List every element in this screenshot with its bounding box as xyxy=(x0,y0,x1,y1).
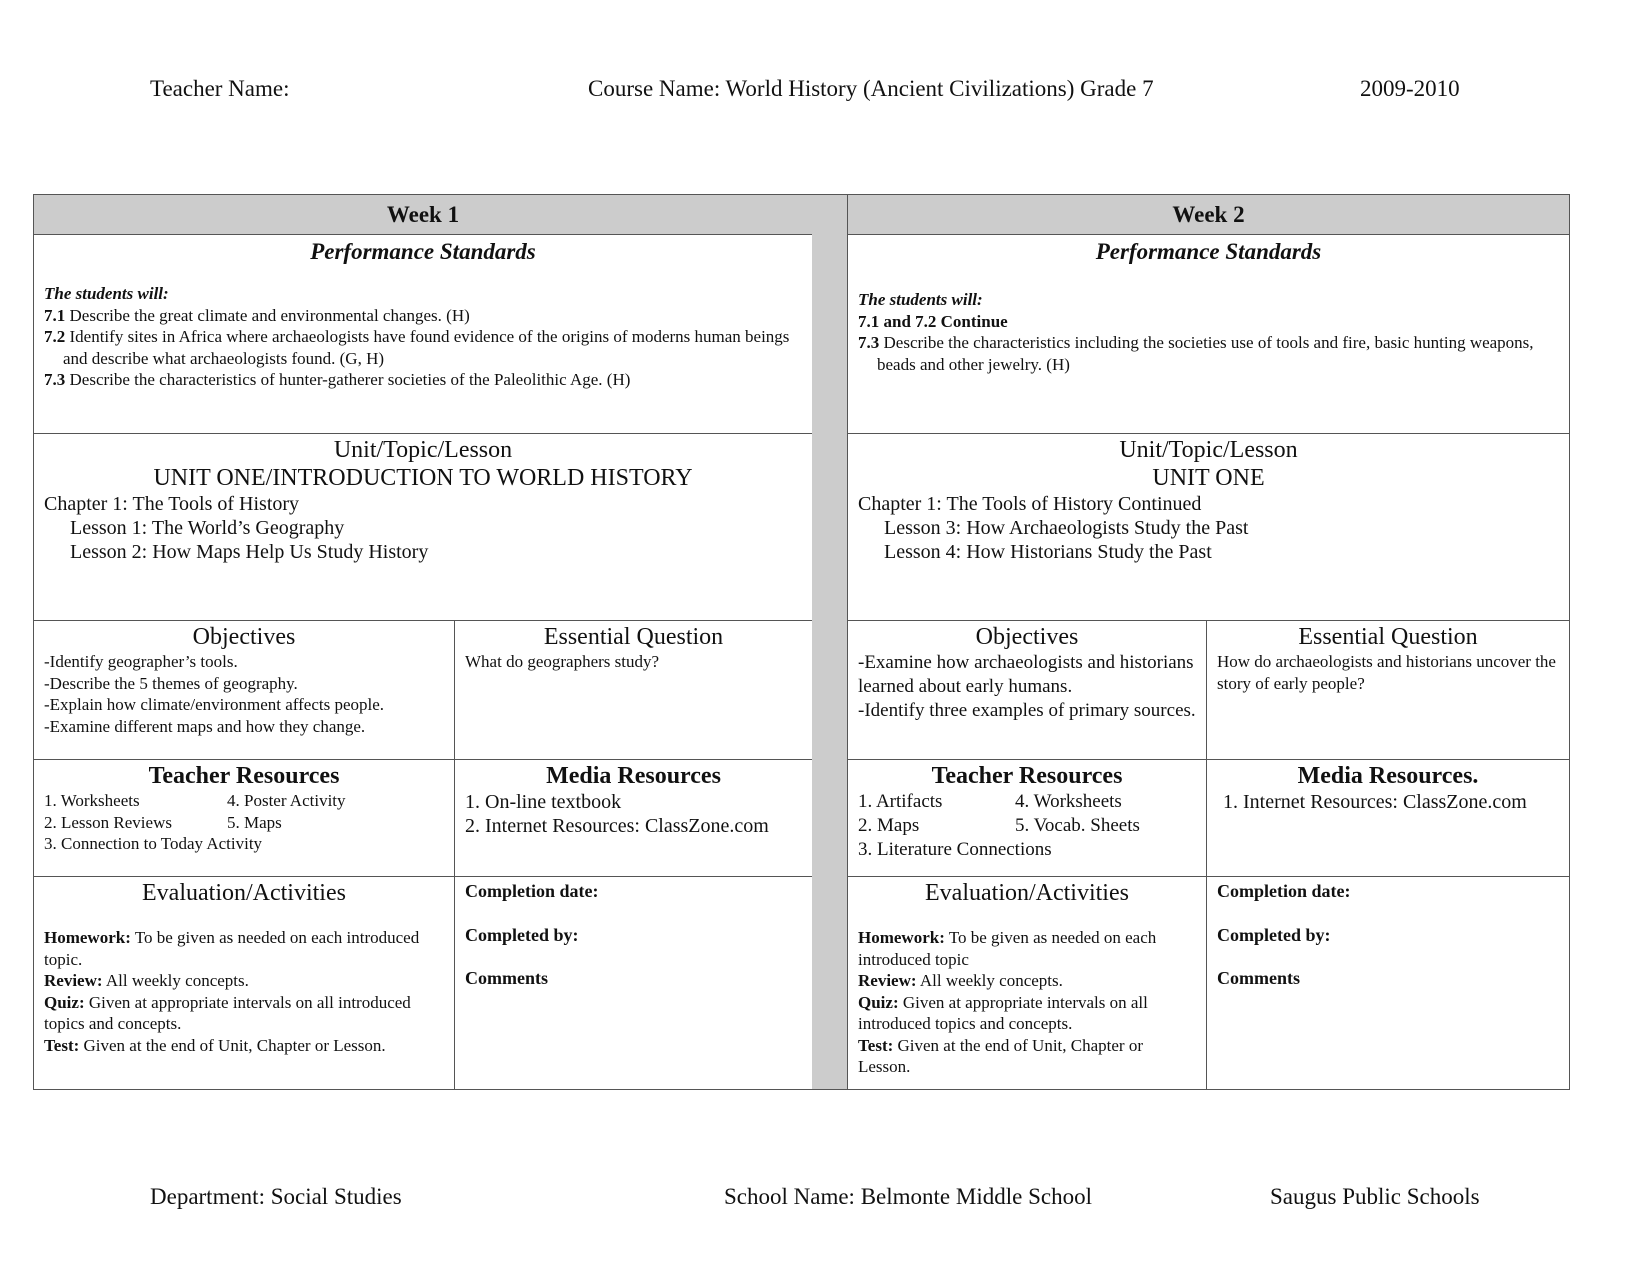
completed-by-label: Completed by: xyxy=(1217,924,1331,945)
week1-essential-cell xyxy=(454,620,812,759)
quiz-line: Quiz: Given at appropriate intervals on all introduced topics and concepts. xyxy=(44,992,411,1033)
media-resources-title: Media Resources xyxy=(546,763,721,789)
unit-name: UNIT ONE xyxy=(1152,465,1265,491)
week1-objectives-cell xyxy=(34,620,454,759)
test-line: Test: Given at the end of Unit, Chapter or Lesson. xyxy=(858,1035,1144,1076)
test-line: Test: Given at the end of Unit, Chapter or Lesson. xyxy=(44,1035,386,1055)
chapter-line: Chapter 1: The Tools of History xyxy=(44,493,300,515)
evaluation-title: Evaluation/Activities xyxy=(142,880,346,906)
week2-evaluation-cell xyxy=(848,876,1206,1089)
week1-title: Week 1 xyxy=(34,195,812,235)
standard-item: 7.3 Describe the characteristics of hunter-gatherer societies of the Paleolithic Age. (H) xyxy=(44,370,631,389)
department: Department: Social Studies xyxy=(150,1184,402,1209)
objectives-title: Objectives xyxy=(975,624,1079,650)
performance-standards-title: Performance Standards xyxy=(310,239,536,264)
media-resources-title: Media Resources. xyxy=(1297,763,1479,789)
resource-row: 2. Lesson Reviews 5. Maps xyxy=(44,812,282,832)
school-year: 2009-2010 xyxy=(1360,76,1460,101)
week2-objectives-cell xyxy=(848,620,1206,759)
resource-row: 1. Artifacts 4. Worksheets xyxy=(858,791,1122,812)
chapter-line: Chapter 1: The Tools of History Continued xyxy=(858,493,1202,515)
standard-item: 7.3 Describe the characteristics including the societies use of tools and fire, basic hunting weapons, beads and other jewelry. (H) xyxy=(858,333,1534,374)
essential-question-title: Essential Question xyxy=(543,624,724,650)
lesson-line: Lesson 4: How Historians Study the Past xyxy=(884,541,1212,563)
teacher-name: Teacher Name: xyxy=(150,76,290,101)
lesson-line: Lesson 2: How Maps Help Us Study History xyxy=(70,541,429,563)
week2-essential-cell xyxy=(1206,620,1569,759)
lesson-line: Lesson 3: How Archaeologists Study the Past xyxy=(884,517,1249,539)
objective-item: -Examine different maps and how they change. xyxy=(44,716,366,736)
homework-line: Homework: To be given as needed on each introduced topic xyxy=(858,928,1157,969)
week2-title: Week 2 xyxy=(848,195,1569,235)
media-item: 1. On-line textbook xyxy=(465,791,622,813)
completed-by-label: Completed by: xyxy=(465,924,579,945)
unit-topic-title: Unit/Topic/Lesson xyxy=(333,437,513,463)
week1-completion-cell xyxy=(454,876,812,1089)
teacher-resources-title: Teacher Resources xyxy=(931,763,1123,789)
lesson-line: Lesson 1: The World’s Geography xyxy=(70,517,345,539)
week2-completion-cell xyxy=(1206,876,1569,1089)
homework-line: Homework: To be given as needed on each introduced topic. xyxy=(44,928,420,969)
week2-media-resources-cell xyxy=(1206,759,1569,876)
resource-row: 2. Maps 5. Vocab. Sheets xyxy=(858,815,1140,836)
resource-row: 1. Worksheets 4. Poster Activity xyxy=(44,791,346,810)
resource-row: 3. Literature Connections xyxy=(858,839,1052,860)
objective-item: -Identify geographer’s tools. xyxy=(44,652,238,671)
media-item: 1. Internet Resources: ClassZone.com xyxy=(1223,791,1527,813)
district-name: Saugus Public Schools xyxy=(1270,1184,1480,1209)
quiz-line: Quiz: Given at appropriate intervals on all introduced topics and concepts. xyxy=(858,992,1148,1033)
week1-evaluation-cell xyxy=(34,876,454,1089)
week1-performance-cell xyxy=(34,234,812,433)
comments-label: Comments xyxy=(1217,968,1300,988)
essential-question-title: Essential Question xyxy=(1298,624,1478,650)
standard-continue: 7.1 and 7.2 Continue xyxy=(858,311,1008,331)
performance-standards-title: Performance Standards xyxy=(1095,239,1322,264)
week1-teacher-resources-cell xyxy=(34,759,454,876)
standard-item: 7.1 Describe the great climate and environmental changes. (H) xyxy=(44,305,470,325)
essential-question-text: What do geographers study? xyxy=(465,652,660,671)
review-line: Review: All weekly concepts. xyxy=(858,971,1063,990)
review-line: Review: All weekly concepts. xyxy=(44,971,249,990)
students-will-label: The students will: xyxy=(858,290,983,309)
students-will-label: The students will: xyxy=(44,284,169,303)
comments-label: Comments xyxy=(465,968,548,988)
week2-performance-cell xyxy=(848,234,1569,433)
school-name: School Name: Belmonte Middle School xyxy=(724,1184,1092,1209)
objective-item: -Explain how climate/environment affects people. xyxy=(44,695,385,714)
teacher-resources-title: Teacher Resources xyxy=(148,763,340,789)
week2-table xyxy=(847,194,1570,1090)
standard-item: 7.2 Identify sites in Africa where archaeologists have found evidence of the origins of moderns human beings and describe what archaeologists found. (G, H) xyxy=(44,327,790,368)
essential-question-text: How do archaeologists and historians uncover the story of early people? xyxy=(1217,652,1556,693)
week-divider xyxy=(812,194,848,1090)
media-item: 2. Internet Resources: ClassZone.com xyxy=(465,815,769,837)
week1-media-resources-cell xyxy=(454,759,812,876)
objective-item: -Identify three examples of primary sources. xyxy=(858,700,1196,721)
week1-unit-cell xyxy=(34,433,812,620)
objective-item: -Describe the 5 themes of geography. xyxy=(44,673,298,693)
evaluation-title: Evaluation/Activities xyxy=(925,880,1129,906)
week2-teacher-resources-cell xyxy=(848,759,1206,876)
resource-row: 3. Connection to Today Activity xyxy=(44,834,263,853)
objectives-title: Objectives xyxy=(192,624,296,650)
course-name: Course Name: World History (Ancient Civilizations) Grade 7 xyxy=(588,76,1154,101)
completion-date-label: Completion date: xyxy=(1217,881,1351,901)
completion-date-label: Completion date: xyxy=(465,881,599,901)
unit-topic-title: Unit/Topic/Lesson xyxy=(1119,437,1298,463)
week2-unit-cell xyxy=(848,433,1569,620)
week1-table xyxy=(33,194,813,1090)
unit-name: UNIT ONE/INTRODUCTION TO WORLD HISTORY xyxy=(153,465,693,491)
objective-item: -Examine how archaeologists and historians learned about early humans. xyxy=(858,652,1194,697)
